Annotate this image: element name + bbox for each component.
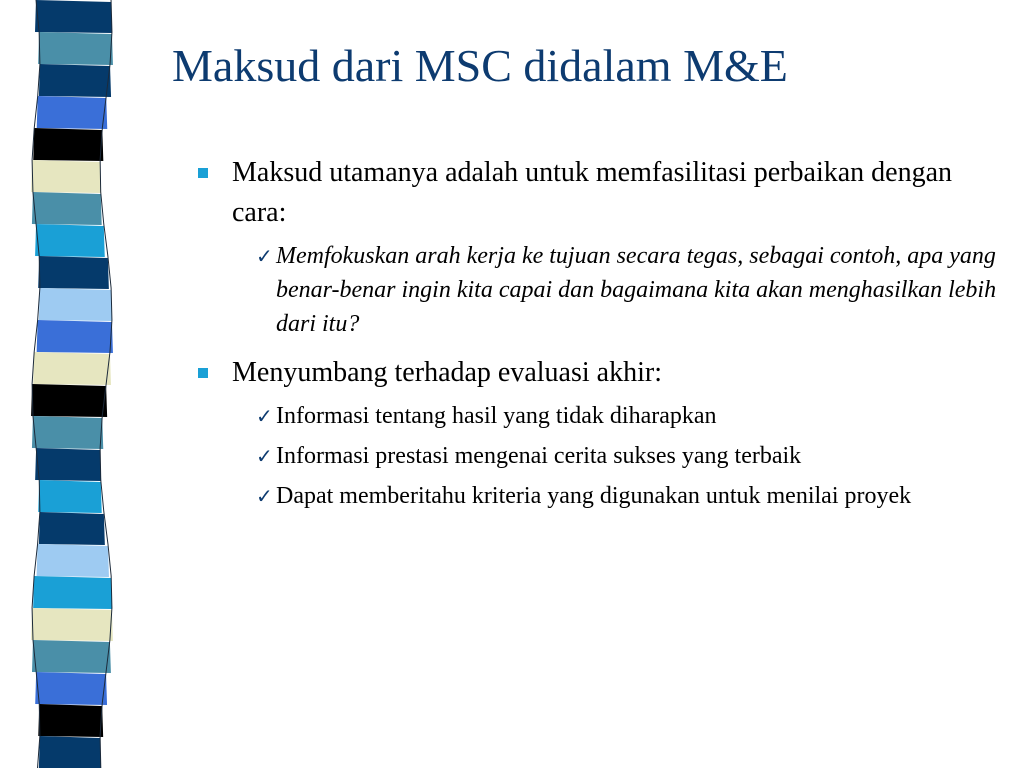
stripe-band [38, 480, 102, 513]
stripe-band [33, 128, 103, 161]
stripe-band [38, 32, 113, 65]
sub-list [258, 399, 1008, 513]
sub-item-text: Informasi tentang hasil yang tidak diharapkan [276, 403, 717, 429]
decorative-stripe-column [24, 0, 124, 768]
stripe-band [37, 544, 109, 577]
stripe-band [39, 288, 112, 321]
bullet-text: Menyumbang terhadap evaluasi akhir: [232, 357, 662, 388]
stripe-band [39, 512, 105, 545]
stripe-band [32, 416, 103, 449]
bullet-item [196, 353, 1008, 513]
sub-item [258, 439, 1008, 473]
sub-item-text: Memfokuskan arah kerja ke tujuan secara tegas, sebagai contoh, apa yang benar-benar ingin kita capai dan bagaimana kita akan menghasilkan lebih dari itu? [276, 243, 997, 337]
stripe-band [38, 704, 103, 737]
sub-item-text: Informasi prestasi mengenai cerita sukses yang terbaik [276, 443, 802, 469]
sub-item [258, 479, 1008, 513]
checkmark-icon: ✓ [256, 404, 273, 428]
checkmark-icon: ✓ [256, 444, 273, 468]
sub-item-text: Dapat memberitahu kriteria yang digunakan untuk menilai proyek [276, 483, 912, 509]
stripe-band [39, 64, 111, 97]
stripe-band [31, 384, 107, 417]
stripe-pattern [24, 0, 124, 768]
stripe-band [35, 448, 101, 481]
stripe-band [32, 192, 102, 225]
checkmark-icon: ✓ [256, 484, 273, 508]
sub-item [258, 399, 1008, 433]
stripe-band [35, 672, 107, 705]
bullet-text: Maksud utamanya adalah untuk memfasilitasi perbaikan dengan cara: [232, 157, 953, 228]
stripe-band [32, 640, 111, 673]
stripe-band [31, 160, 101, 193]
slide-content [196, 153, 1008, 513]
sub-item [258, 239, 1008, 341]
stripe-band [39, 736, 101, 768]
sub-list [258, 239, 1008, 341]
stripe-band [35, 0, 112, 33]
square-bullet-icon [198, 168, 208, 178]
stripe-band [37, 96, 108, 129]
slide-title: Maksud dari MSC didalam M&E [172, 40, 788, 91]
stripe-band [33, 352, 111, 385]
stripe-band [35, 224, 105, 257]
stripe-band [37, 320, 113, 353]
stripe-band [33, 576, 112, 609]
bullet-item [196, 153, 1008, 341]
stripe-band [31, 608, 113, 641]
checkmark-icon: ✓ [256, 244, 273, 268]
stripe-band [38, 256, 109, 289]
square-bullet-icon [198, 368, 208, 378]
